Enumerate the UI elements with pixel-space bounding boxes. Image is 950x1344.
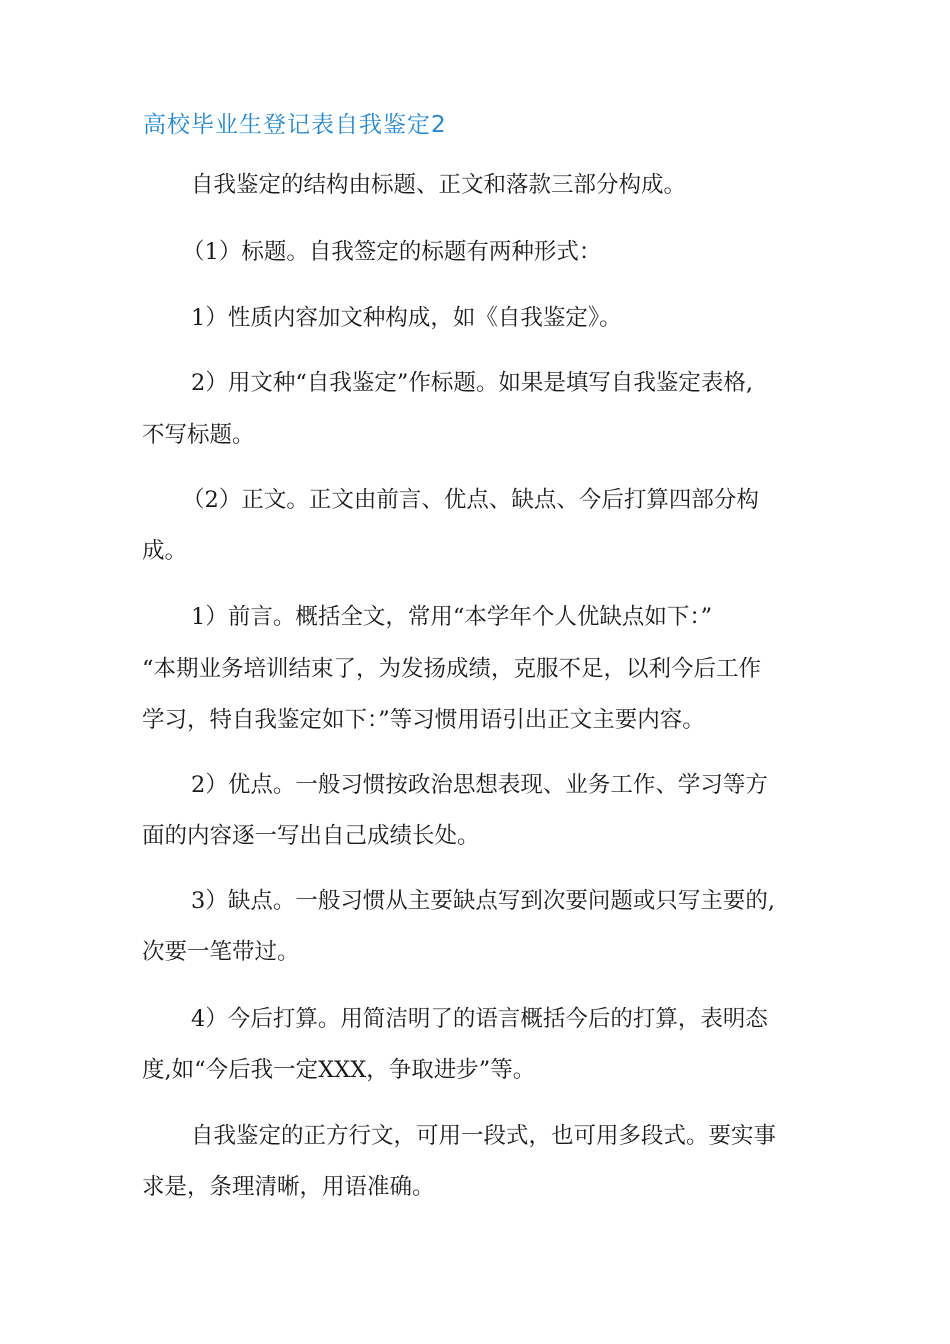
text-line: 2）优点。一般习惯按政治思想表现、业务工作、学习等方	[191, 772, 768, 798]
text-line: 度,如“今后我一定XXX，争取进步”等。	[142, 1057, 536, 1083]
text-line: 3）缺点。一般习惯从主要缺点写到次要问题或只写主要的,	[191, 888, 775, 914]
text-line: （1）标题。自我签定的标题有两种形式：	[182, 239, 602, 265]
text-line: 面的内容逐一写出自己成绩长处。	[142, 823, 480, 849]
text-line: “本期业务培训结束了，为发扬成绩，克服不足，以利今后工作	[142, 656, 762, 682]
text-line: （2）正文。正文由前言、优点、缺点、今后打算四部分构	[182, 487, 759, 513]
text-line: 自我鉴定的正方行文，可用一段式，也可用多段式。要实事	[191, 1123, 777, 1149]
document-title: 高校毕业生登记表自我鉴定2	[143, 112, 447, 138]
text-line: 不写标题。	[142, 422, 255, 448]
text-line: 次要一笔带过。	[142, 939, 300, 965]
text-line: 1）性质内容加文种构成，如《自我鉴定》。	[191, 305, 622, 331]
text-line: 成。	[142, 538, 188, 564]
text-line: 1）前言。概括全文，常用“本学年个人优缺点如下：”	[191, 604, 713, 630]
text-line: 2）用文种“自我鉴定”作标题。如果是填写自我鉴定表格,	[191, 370, 753, 396]
text-line: 自我鉴定的结构由标题、正文和落款三部分构成。	[191, 172, 687, 198]
text-line: 求是，条理清晰，用语准确。	[142, 1174, 435, 1200]
text-line: 4）今后打算。用简洁明了的语言概括今后的打算，表明态	[191, 1006, 768, 1032]
text-line: 学习，特自我鉴定如下：”等习惯用语引出正文主要内容。	[142, 707, 705, 733]
